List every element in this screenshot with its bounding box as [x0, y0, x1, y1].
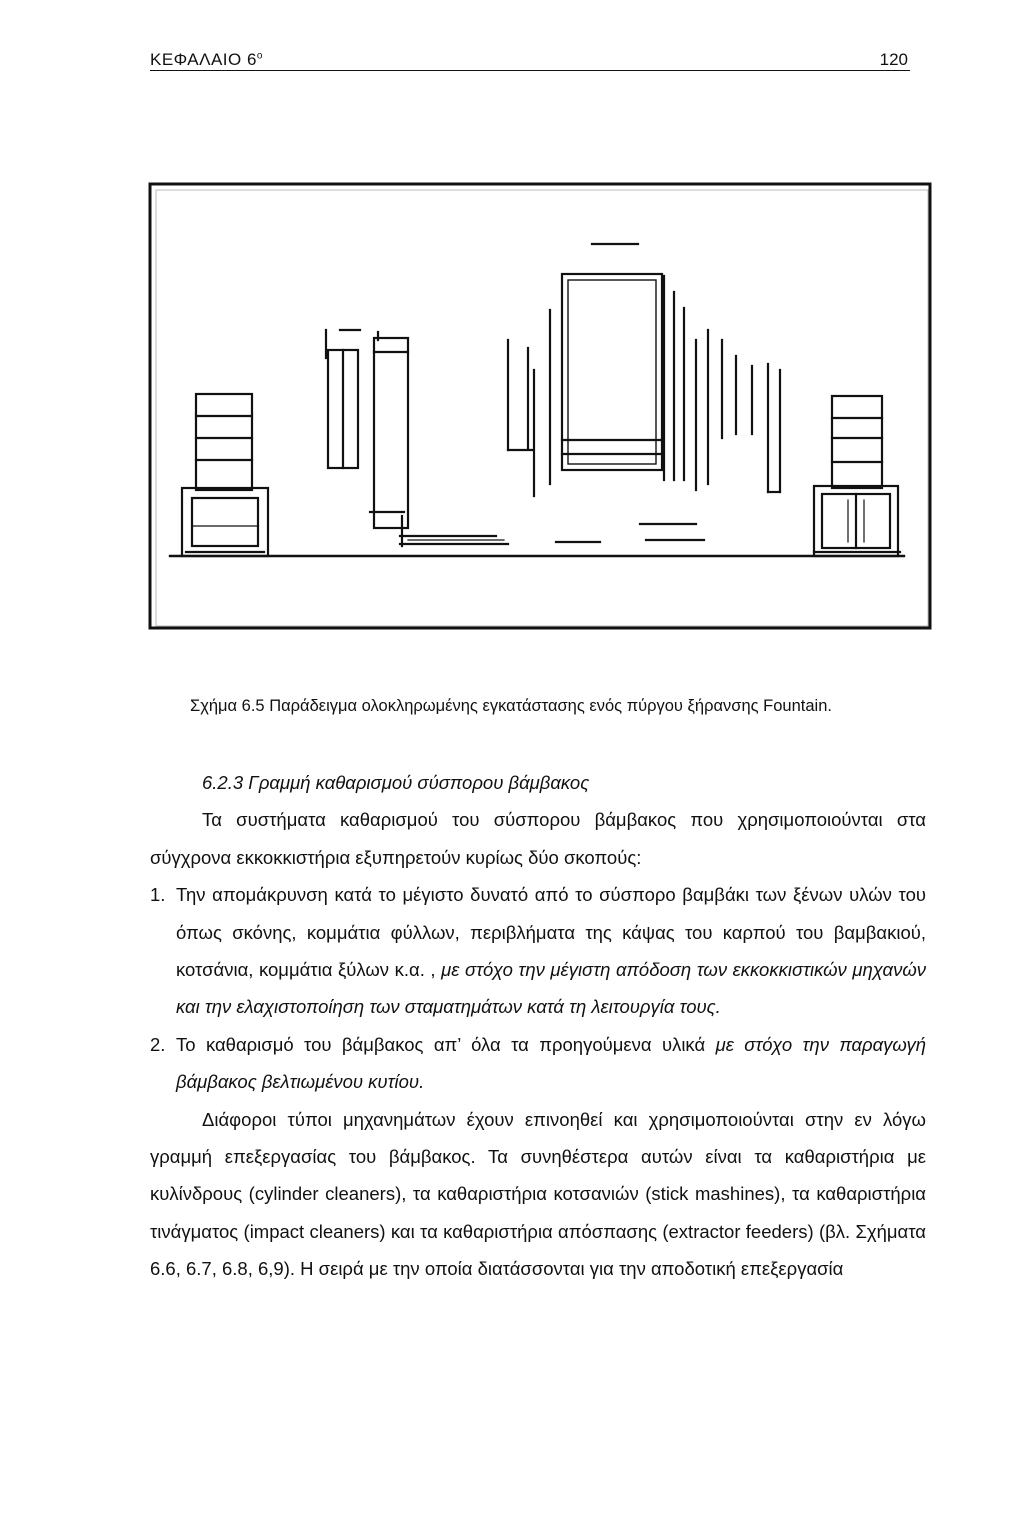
page-header: [150, 48, 910, 71]
list-item-text: Την απομάκρυνση κατά το μέγιστο δυνατό από το σύσπορο βαμβάκι των ξένων υλών του όπως σκόνης, κομμάτια φύλλων, περιβλήματα της κάψας του καρπού του βαμβακιού, κοτσάνια, κομμάτια ξύλων κ.α. , με στόχο την μέγιστη απόδοση των εκκοκκιστικών μηχανών και την ελαχιστοποίηση των σταματημάτων κατά τη λειτουργία τους.: [176, 884, 927, 1018]
body-paragraph: Διάφοροι τύποι μηχανημάτων έχουν επινοηθεί και χρησιμοποιούνται στην εν λόγω γραμμή επεξεργασίας του βάμβακος. Τα συνηθέστερα αυτών είναι τα καθαριστήρια με κυλίνδρους (cylinder cleaners), τα καθαριστήρια κοτσανιών (stick mashines), τα καθαριστήρια τινάγματος (impact cleaners) και τα καθαριστήρια απόσπασης (extractor feeders) (βλ. Σχήματα 6.6, 6.7, 6.8, 6,9). Η σειρά με την οποία διατάσσονται για την αποδοτική επεξεργασία: [150, 1108, 926, 1280]
list-item-text: Το καθαρισμό του βάμβακος απ’ όλα τα προηγούμενα υλικά με στόχο την παραγωγή βάμβακος βελτιωμένου κυτίου.: [176, 1033, 927, 1093]
fountain-tower-drawing: [148, 180, 934, 632]
list-item-emphasis: με στόχο την παραγωγή βάμβακος βελτιωμένου κυτίου.: [176, 1033, 927, 1093]
figure-caption: Σχήμα 6.5 Παράδειγμα ολοκληρωμένης εγκατάστασης ενός πύργου ξήρανσης Fountain.: [190, 697, 832, 715]
list-item-number: 1.: [150, 884, 166, 906]
list-item-emphasis: με στόχο την μέγιστη απόδοση των εκκοκκιστικών μηχανών και την ελαχιστοποίηση των σταματημάτων κατά τη λειτουργία τους.: [176, 959, 927, 1018]
chapter-title: ΚΕΦΑΛΑΙΟ $6^o$: [150, 50, 263, 69]
figure-frame: [150, 184, 930, 628]
section-body: [150, 764, 926, 1288]
page-number: 120: [879, 50, 908, 69]
intro-paragraph: Τα συστήματα καθαρισμού του σύσπορου βάμβακος που χρησιμοποιούνται στα σύγχρονα εκκοκκιστήρια εξυπηρετούν κυρίως δύο σκοπούς:: [150, 809, 926, 868]
list-item: [150, 876, 926, 1026]
list-item: [150, 1026, 926, 1101]
section-heading: 6.2.3 Γραμμή καθαρισμού σύσπορου βάμβακος: [202, 772, 590, 793]
figure-dryer-tower: [148, 180, 934, 632]
list-item-number: 2.: [150, 1033, 166, 1055]
